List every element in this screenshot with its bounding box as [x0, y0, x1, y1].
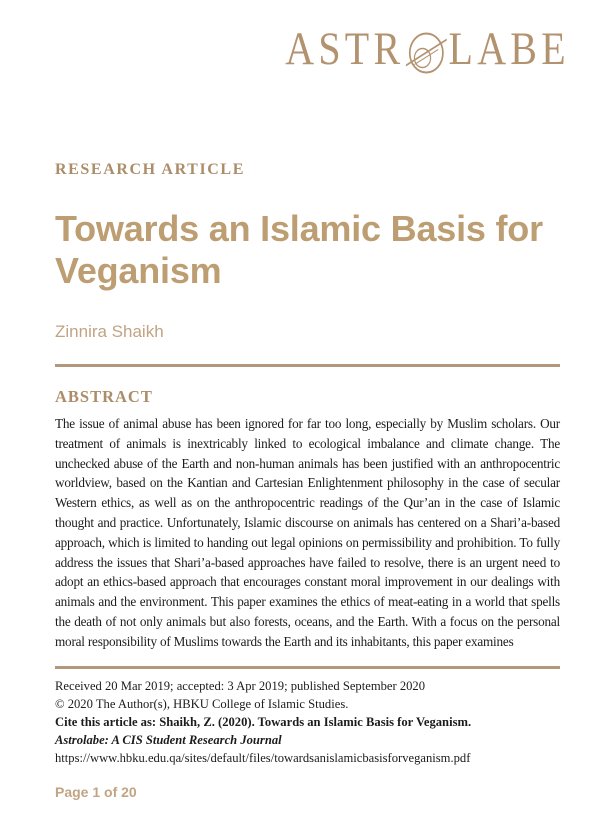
journal-logo — [285, 23, 570, 75]
copyright-line: © 2020 The Author(s), HBKU College of Islamic Studies. — [55, 696, 349, 711]
dates-line: Received 20 Mar 2019; accepted: 3 Apr 2019; published September 2020 — [55, 678, 426, 693]
astrolabe-o-icon — [404, 28, 448, 72]
page-number-label: Page 1 of 20 — [55, 783, 137, 800]
citation-line: Cite this article as: Shaikh, Z. (2020). Towards an Islamic Basis for Veganism. — [55, 714, 472, 729]
section-divider-bottom — [55, 666, 560, 669]
article-title: Towards an Islamic Basis for Veganism — [55, 208, 543, 291]
article-metadata-block — [55, 677, 560, 768]
logo-text-suffix: LABE — [448, 23, 570, 75]
logo-text-prefix: ASTR — [285, 23, 405, 75]
journal-title-line: Astrolabe: A CIS Student Research Journal — [55, 733, 282, 748]
article-url-link[interactable]: https://www.hbku.edu.qa/sites/default/files/towardsanislamicbasisforveganism.pdf — [55, 751, 471, 766]
abstract-text: The issue of animal abuse has been ignored for far too long, especially by Muslim scholars. Our treatment of animals is inextricably linked to ecological imbalance and climate change. The unchecked abuse of the Earth and non-human animals has been justified with an anthropocentric worldview, based on the Kantian and Cartesian Enlightenment philosophy in the case of secular Western ethics, as well as on the anthropocentric readings of the Qur’an in the case of Islamic thought and practice. Unfortunately, Islamic discourse on animals has centered on a Shari’a-based approach, which is limited to handing out legal opinions on permissibility and prohibition. To fully address the issues that Shari’a-based approaches have failed to resolve, there is an urgent need to adopt an ethics-based approach that encourages constant moral improvement in our dealings with animals and the environment. This paper examines the ethics of meat-eating in a world that spells the death of not only animals but also forests, oceans, and the Earth. With a focus on the personal moral responsibility of Muslims towards the Earth and its inhabitants, this paper examines — [55, 416, 560, 649]
section-divider-top — [55, 364, 560, 367]
abstract-heading: ABSTRACT — [55, 387, 153, 406]
author-name: Zinnira Shaikh — [55, 322, 164, 341]
article-type-label: RESEARCH ARTICLE — [55, 161, 245, 178]
